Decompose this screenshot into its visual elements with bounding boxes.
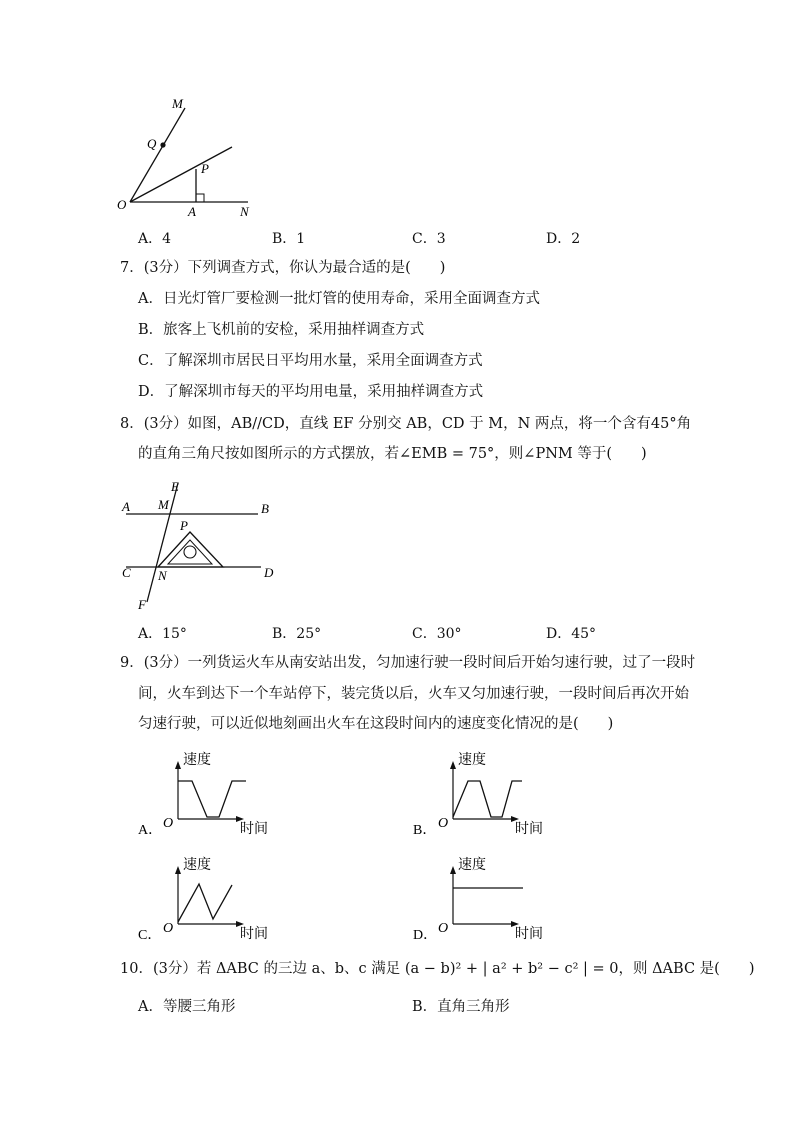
- q9-graph-d-ylabel: 速度: [458, 858, 486, 873]
- q7-stem: 7．(3分）下列调查方式，你认为最合适的是( ): [120, 260, 446, 276]
- q9-graph-c: [135, 850, 285, 945]
- q9-stem-line1: 9．(3分）一列货运火车从南安站出发，匀加速行驶一段时间后开始匀速行驶，过了一段时: [120, 655, 696, 671]
- q6-option-b: B．1: [272, 231, 306, 247]
- q8-figure: [118, 478, 283, 613]
- q8-label-p: P: [180, 518, 188, 533]
- q7-option-d: D．了解深圳市每天的平均用电量，采用抽样调查方式: [138, 384, 484, 400]
- q8-label-d: D: [264, 565, 274, 580]
- q8-label-b: B: [261, 501, 269, 516]
- q8-label-m: M: [158, 497, 169, 512]
- q6-option-a: A．4: [138, 231, 172, 247]
- q9-graph-b-letter: B．: [413, 823, 437, 838]
- q8-label-c: C: [122, 565, 131, 580]
- q8-stem-line2: 的直角三角尺按如图所示的方式摆放，若∠EMB = 75°，则∠PNM 等于( ): [138, 446, 647, 462]
- q10-stem: 10．(3分）若 ΔABC 的三边 a、b、c 满足 (a − b)² + | a² + b² − c² | = 0，则 ΔABC 是( ): [120, 961, 755, 977]
- q9-graph-a-letter: A．: [138, 823, 163, 838]
- q10-option-a: A．等腰三角形: [138, 999, 236, 1015]
- q9-graph-a-ylabel: 速度: [183, 753, 211, 768]
- q10-option-b: B．直角三角形: [412, 999, 510, 1015]
- q9-graph-c-xlabel: 时间: [240, 927, 268, 942]
- q6-label-m: M: [172, 96, 183, 111]
- q6-label-q: Q: [147, 136, 157, 151]
- q7-option-b: B．旅客上飞机前的安检，采用抽样调查方式: [138, 322, 425, 338]
- q9-graph-c-origin: O: [163, 921, 174, 936]
- q9-graph-c-letter: C．: [138, 928, 162, 943]
- q9-graph-d-origin: O: [438, 921, 449, 936]
- q9-graph-d: [410, 850, 560, 945]
- q8-option-c: C．30°: [412, 626, 462, 642]
- q6-option-d: D．2: [546, 231, 581, 247]
- q6-label-p: P: [201, 161, 209, 176]
- q8-option-d: D．45°: [546, 626, 597, 642]
- q9-graph-b-xlabel: 时间: [515, 822, 543, 837]
- q8-label-a: A: [122, 499, 130, 514]
- q8-option-b: B．25°: [272, 626, 322, 642]
- q9-graph-c-ylabel: 速度: [183, 858, 211, 873]
- q9-graph-b-origin: O: [438, 816, 449, 831]
- q8-label-e: E: [171, 479, 179, 494]
- q6-label-o: O: [117, 197, 127, 212]
- q6-label-a: A: [188, 204, 196, 219]
- q9-graph-d-xlabel: 时间: [515, 927, 543, 942]
- q7-option-c: C．了解深圳市居民日平均用水量，采用全面调查方式: [138, 353, 483, 369]
- q9-graph-b: [410, 745, 560, 840]
- q6-option-c: C．3: [412, 231, 446, 247]
- q8-label-n: N: [158, 568, 167, 583]
- q9-graph-d-letter: D．: [413, 928, 438, 943]
- q8-option-a: A．15°: [138, 626, 187, 642]
- q7-option-a: A．日光灯管厂要检测一批灯管的使用寿命，采用全面调查方式: [138, 291, 540, 307]
- q9-stem-line3: 匀速行驶，可以近似地刻画出火车在这段时间内的速度变化情况的是( ): [138, 716, 614, 732]
- q9-graph-a: [135, 745, 285, 840]
- q9-graph-a-xlabel: 时间: [240, 822, 268, 837]
- q6-label-n: N: [240, 204, 249, 219]
- q9-graph-a-origin: O: [163, 816, 174, 831]
- q8-label-f: F: [138, 597, 146, 612]
- q9-stem-line2: 间，火车到达下一个车站停下，装完货以后，火车又匀加速行驶，一段时间后再次开始: [138, 686, 689, 702]
- q9-graph-b-ylabel: 速度: [458, 753, 486, 768]
- q6-figure: [110, 95, 250, 220]
- q8-stem-line1: 8．(3分）如图，AB//CD，直线 EF 分别交 AB，CD 于 M，N 两点，将一个含有45°角: [120, 416, 692, 432]
